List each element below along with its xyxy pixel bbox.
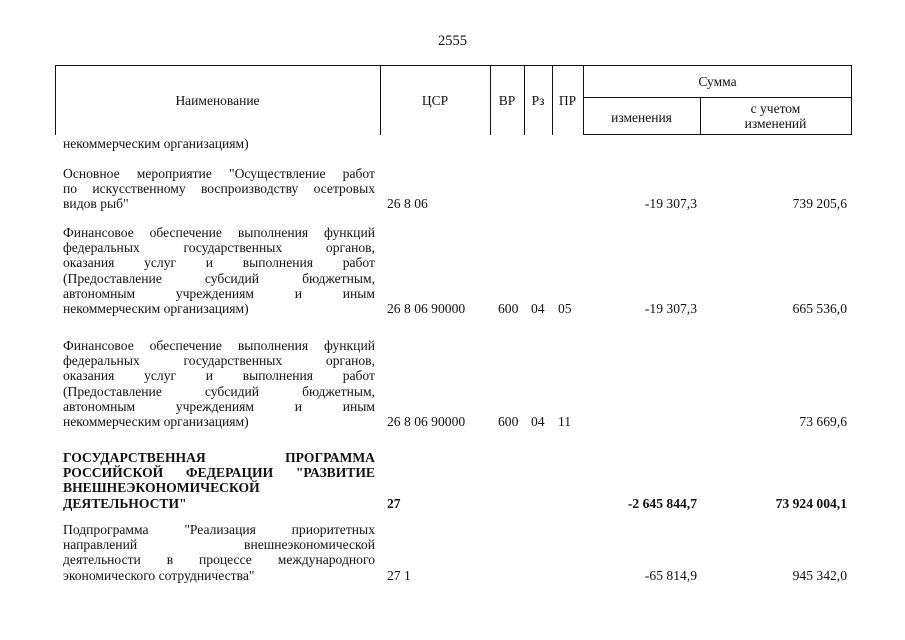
row-name-line: некоммерческим организациям)	[63, 413, 249, 429]
row-pr: 05	[558, 301, 572, 316]
row-rz: 04	[531, 301, 545, 316]
row-change: -19 307,3	[644, 196, 697, 212]
row-name	[63, 166, 375, 212]
row-name-line: федеральных государственных органов,	[63, 353, 375, 369]
row-vr: 600	[498, 301, 519, 316]
row-csr: 27	[387, 495, 401, 511]
row-name	[63, 225, 375, 316]
row-csr: 26 8 06 90000	[387, 301, 466, 316]
row-name-line: (Предоставление субсидий бюджетным,	[63, 383, 375, 399]
row-total: 945 342,0	[792, 567, 847, 583]
row-name-line: (Предоставление субсидий бюджетным,	[63, 270, 375, 286]
row-rz: 04	[531, 414, 545, 429]
row-pr: 11	[558, 414, 572, 429]
row-name-line: Основное мероприятие "Осуществление работ	[63, 166, 375, 181]
row-name-line: автономным учреждениям и иным	[63, 398, 375, 414]
row-name-line: Финансовое обеспечение выполнения функций	[63, 338, 375, 353]
row-name-line: деятельности в процессе международного	[63, 552, 375, 568]
row-change: -19 307,3	[644, 301, 697, 316]
header-pr: ПР	[558, 93, 577, 108]
row-name	[63, 450, 375, 511]
row-name-line: федеральных государственных органов,	[63, 240, 375, 256]
header-sum: Сумма	[698, 74, 737, 89]
header-changes: изменения	[611, 110, 672, 125]
row-total: 73 924 004,1	[775, 495, 847, 511]
row-name-line: видов рыб"	[63, 196, 129, 212]
continuation-text: некоммерческим организациям)	[63, 136, 249, 151]
row-name-line: ГОСУДАРСТВЕННАЯ ПРОГРАММА	[63, 450, 375, 465]
row-name-line: Финансовое обеспечение выполнения функций	[63, 225, 375, 240]
row-csr: 26 8 06 90000	[387, 414, 466, 429]
row-name-line: по искусственному воспроизводству осетровых	[63, 181, 375, 197]
row-name-line: ВНЕШНЕЭКОНОМИЧЕСКОЙ	[63, 480, 260, 496]
row-total: 665 536,0	[792, 301, 847, 316]
header-csr: ЦСР	[421, 93, 449, 108]
row-total: 73 669,6	[799, 414, 847, 429]
row-name-line: экономического сотрудничества"	[63, 567, 255, 583]
row-name-line: направлений внешнеэкономической	[63, 537, 375, 553]
header-vr: ВР	[498, 93, 516, 108]
header-with-changes: с учетом изменений	[744, 101, 807, 131]
row-name-line: автономным учреждениям и иным	[63, 285, 375, 301]
row-csr: 26 8 06	[387, 196, 428, 212]
row-name-line: РОССИЙСКОЙ ФЕДЕРАЦИИ "РАЗВИТИЕ	[63, 465, 375, 481]
row-name-line: оказания услуг и выполнения работ	[63, 368, 375, 384]
row-name	[63, 338, 375, 429]
row-csr: 27 1	[387, 567, 411, 583]
row-change: -2 645 844,7	[627, 495, 697, 511]
row-change: -65 814,9	[644, 567, 697, 583]
row-name-line: ДЕЯТЕЛЬНОСТИ"	[63, 495, 187, 511]
table-header	[55, 65, 852, 135]
row-vr: 600	[498, 414, 519, 429]
page-number: 2555	[438, 33, 467, 49]
row-name	[63, 522, 375, 583]
row-name-line: Подпрограмма "Реализация приоритетных	[63, 522, 375, 537]
row-name-line: оказания услуг и выполнения работ	[63, 255, 375, 271]
row-total: 739 205,6	[792, 196, 847, 212]
header-rz: Рз	[531, 93, 545, 108]
row-name-line: некоммерческим организациям)	[63, 300, 249, 316]
header-name: Наименование	[175, 93, 260, 108]
